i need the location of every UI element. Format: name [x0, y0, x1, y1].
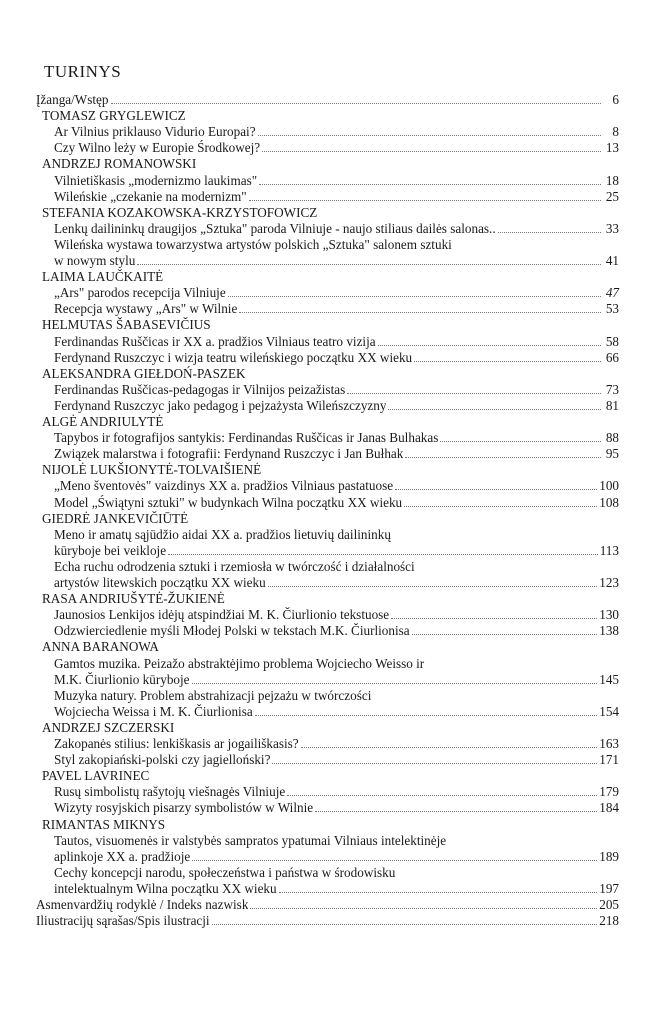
toc-page-number: 47: [605, 285, 619, 301]
toc-page-number: 145: [599, 671, 619, 687]
toc-page-number: 18: [605, 172, 619, 188]
toc-entry-line: Meno ir amatų sąjūdžio aidai XX a. pradžios lietuvių dailininkų: [54, 526, 391, 542]
dot-leader: [259, 184, 601, 185]
dot-leader: [391, 618, 597, 619]
dot-leader: [347, 393, 601, 394]
dot-leader: [168, 554, 598, 555]
toc-entry: [54, 752, 619, 767]
toc-author: LAIMA LAUČKAITĖ: [42, 269, 164, 285]
toc-author: ANDRZEJ ROMANOWSKI: [42, 156, 197, 172]
toc-page-number: 33: [605, 220, 619, 236]
toc-entry: [54, 672, 619, 687]
dot-leader: [228, 296, 601, 297]
toc-page-number: 130: [599, 607, 619, 623]
toc-entry: [54, 736, 619, 751]
dot-leader: [405, 457, 601, 458]
toc-entry-title: Ferdinandas Ruščicas-pedagogas ir Vilnijos peizažistas: [54, 381, 346, 397]
toc-entry: [54, 140, 619, 155]
dot-leader: [255, 715, 598, 716]
dot-leader: [388, 409, 601, 410]
toc-entry: [54, 221, 619, 236]
toc-entry-line: Tautos, visuomenės ir valstybės sampratos ypatumai Vilniaus intelektinėje: [54, 832, 447, 848]
dot-leader: [212, 924, 598, 925]
toc-entry: [54, 124, 619, 139]
dot-leader: [498, 232, 601, 233]
toc-entry-line: Muzyka natury. Problem abstrahizacji pejzażu w twórczości: [54, 687, 372, 703]
toc-entry-title: Zakopanės stilius: lenkiškasis ar jogailiškasis?: [54, 736, 299, 751]
toc-page-number: 171: [599, 752, 619, 768]
toc-entry-title: intelektualnym Wilna początku XX wieku: [54, 880, 277, 896]
toc-entry-title: Styl zakopiański-polski czy jagielloński?: [54, 752, 271, 768]
toc-entry: [54, 189, 619, 204]
toc-entry: [36, 897, 619, 912]
toc-page-number: 218: [599, 913, 619, 929]
dot-leader: [137, 264, 601, 265]
toc-entry: [54, 398, 619, 413]
toc-entry-line: Gamtos muzika. Peizažo abstraktėjimo problema Wojciecho Weisso ir: [54, 655, 425, 671]
toc-page-number: 108: [599, 494, 619, 510]
dot-leader: [272, 763, 597, 764]
toc-entry: [54, 430, 619, 445]
toc-entry-title: Tapybos ir fotografijos santykis: Ferdinandas Ruščicas ir Janas Bulhakas: [54, 430, 439, 446]
dot-leader: [192, 683, 598, 684]
dot-leader: [440, 441, 601, 442]
toc-entry: [54, 446, 619, 461]
dot-leader: [250, 908, 597, 909]
toc-entry-title: Iliustracijų sąrašas/Spis ilustracji: [36, 913, 210, 929]
dot-leader: [378, 345, 601, 346]
dot-leader: [111, 103, 602, 104]
toc-entry-title: Jaunosios Lenkijos idėjų atspindžiai M. K. Čiurlionio tekstuose: [54, 607, 390, 623]
toc-entry: [54, 881, 619, 896]
toc-page-number: 6: [612, 92, 619, 107]
toc-author: ALEKSANDRA GIEŁDOŃ-PASZEK: [42, 365, 246, 381]
toc-entry-line: Wileńska wystawa towarzystwa artystów polskich „Sztuka" salonem sztuki: [54, 236, 452, 252]
dot-leader: [262, 151, 601, 152]
dot-leader: [279, 892, 598, 893]
toc-entry: [54, 350, 619, 365]
toc-entry-line: Cechy koncepcji narodu, społeczeństwa i państwa w środowisku: [54, 864, 396, 880]
dot-leader: [412, 634, 598, 635]
toc-entry: [54, 253, 619, 268]
dot-leader: [239, 312, 601, 313]
toc-entry: [54, 285, 619, 300]
toc-entry: [54, 784, 619, 799]
toc-entry-title: Ar Vilnius priklauso Vidurio Europai?: [54, 124, 256, 140]
toc-author: ANDRZEJ SZCZERSKI: [42, 719, 175, 735]
dot-leader: [404, 506, 597, 507]
dot-leader: [249, 200, 601, 201]
toc-author: NIJOLĖ LUKŠIONYTĖ-TOLVAIŠIENĖ: [42, 462, 262, 478]
toc-author: HELMUTAS ŠABASEVIČIUS: [42, 317, 211, 333]
toc-page-number: 25: [605, 188, 619, 204]
dot-leader: [268, 586, 598, 587]
toc-page-number: 41: [605, 253, 619, 268]
toc-entry: [54, 478, 619, 493]
toc-entry-title: Vilnietiškasis „modernizmo laukimas": [54, 172, 258, 188]
toc-entry: [54, 382, 619, 397]
toc-entry-title: M.K. Čiurlionio kūryboje: [54, 671, 190, 687]
toc-page-number: 123: [599, 575, 619, 590]
toc-author: ALGĖ ANDRIULYTĖ: [42, 414, 164, 429]
toc-author: RIMANTAS MIKNYS: [42, 816, 166, 832]
toc-page-number: 138: [599, 623, 619, 639]
toc-entry: [36, 92, 619, 107]
toc-entry-title: Ferdynand Ruszczyc i wizja teatru wileńskiego początku XX wieku: [54, 349, 413, 365]
toc-page-number: 13: [605, 140, 619, 156]
toc-entry: [54, 849, 619, 864]
toc-entry: [54, 334, 619, 349]
toc-author: GIEDRĖ JANKEVIČIŪTĖ: [42, 510, 189, 526]
toc-entry: [54, 704, 619, 719]
toc-entry-title: „Meno šventovės" vaizdinys XX a. pradžios Vilniaus pastatuose: [54, 478, 394, 494]
toc-entry: [54, 575, 619, 590]
toc-entry-title: Odzwierciedlenie myśli Młodej Polski w tekstach M.K. Čiurlionisa: [54, 623, 410, 639]
toc-entry-title: Wizyty rosyjskich pisarzy symbolistów w Wilnie: [54, 800, 314, 816]
toc-page-number: 100: [599, 478, 619, 494]
toc-page-number: 113: [599, 542, 619, 558]
toc-entry-title: Rusų simbolistų rašytojų viešnagės Vilniuje: [54, 784, 286, 800]
toc-page-number: 73: [605, 381, 619, 397]
toc-entry-title: artystów litewskich początku XX wieku: [54, 575, 266, 590]
toc-entry-title: Ferdinandas Ruščicas ir XX a. pradžios Vilniaus teatro vizija: [54, 333, 376, 349]
toc-page-number: 66: [605, 349, 619, 365]
toc-page-number: 8: [612, 124, 619, 140]
toc-author: STEFANIA KOZAKOWSKA-KRZYSTOFOWICZ: [42, 204, 318, 220]
toc-page-number: 95: [605, 446, 619, 462]
toc-author: PAVEL LAVRINEC: [42, 768, 150, 784]
toc-page-number: 88: [605, 430, 619, 446]
toc-entry-title: Czy Wilno leży w Europie Środkowej?: [54, 140, 261, 156]
toc-page-number: 179: [599, 784, 619, 800]
dot-leader: [395, 489, 597, 490]
toc-page-number: 189: [599, 848, 619, 864]
toc-entry-title: aplinkoje XX a. pradžioje: [54, 848, 191, 864]
toc-author: TOMASZ GRYGLEWICZ: [42, 108, 186, 124]
toc-entry-title: kūryboje bei veikloje: [54, 542, 167, 558]
toc-page-number: 197: [599, 880, 619, 896]
toc-entry-title: Recepcja wystawy „Ars" w Wilnie: [54, 301, 238, 317]
toc-entry: [36, 913, 619, 928]
toc-entry-title: Wileńskie „czekanie na modernizm": [54, 188, 247, 204]
toc-entry-title: Lenkų dailininkų draugijos „Sztuka" paroda Vilniuje - naujo stiliaus dailės salonas..: [54, 220, 496, 236]
toc-page-number: 163: [599, 736, 619, 751]
toc-entry-title: Įžanga/Wstęp: [36, 92, 109, 107]
toc-entry: [54, 623, 619, 638]
toc-author: RASA ANDRIUŠYTĖ-ŽUKIENĖ: [42, 591, 225, 607]
toc-page-number: 58: [605, 333, 619, 349]
dot-leader: [414, 361, 601, 362]
toc-entry: [54, 495, 619, 510]
toc-entry-line: Echa ruchu odrodzenia sztuki i rzemiosła w twórczość i działalności: [54, 558, 415, 574]
toc-page-number: 81: [605, 397, 619, 413]
dot-leader: [315, 811, 597, 812]
toc-entry-title: Asmenvardžių rodyklė / Indeks nazwisk: [36, 897, 249, 912]
toc-entry-title: „Ars" parodos recepcija Vilniuje: [54, 285, 226, 301]
toc-entry-title: Wojciecha Weissa i M. K. Čiurlionisa: [54, 703, 253, 719]
toc-entry: [54, 607, 619, 622]
toc-entry: [54, 301, 619, 316]
toc-entry-title: Ferdynand Ruszczyc jako pedagog i pejzażysta Wileńszczyzny: [54, 397, 387, 413]
toc-page-number: 205: [599, 897, 619, 912]
toc-page-number: 184: [599, 800, 619, 816]
dot-leader: [192, 860, 597, 861]
toc-entry-title: Model „Świątyni sztuki" w budynkach Wilna początku XX wieku: [54, 494, 403, 510]
toc-page-number: 53: [605, 301, 619, 317]
dot-leader: [258, 135, 601, 136]
toc-entry: [54, 543, 619, 558]
toc-entry-title: w nowym stylu: [54, 253, 136, 268]
dot-leader: [287, 795, 597, 796]
toc-entry: [54, 173, 619, 188]
toc-author: ANNA BARANOWA: [42, 639, 159, 655]
dot-leader: [301, 747, 598, 748]
page-title: TURINYS: [44, 62, 122, 81]
toc-entry: [54, 800, 619, 815]
toc-page-number: 154: [599, 703, 619, 719]
toc-entry-title: Związek malarstwa i fotografii: Ferdynand Ruszczyc i Jan Bułhak: [54, 446, 404, 462]
